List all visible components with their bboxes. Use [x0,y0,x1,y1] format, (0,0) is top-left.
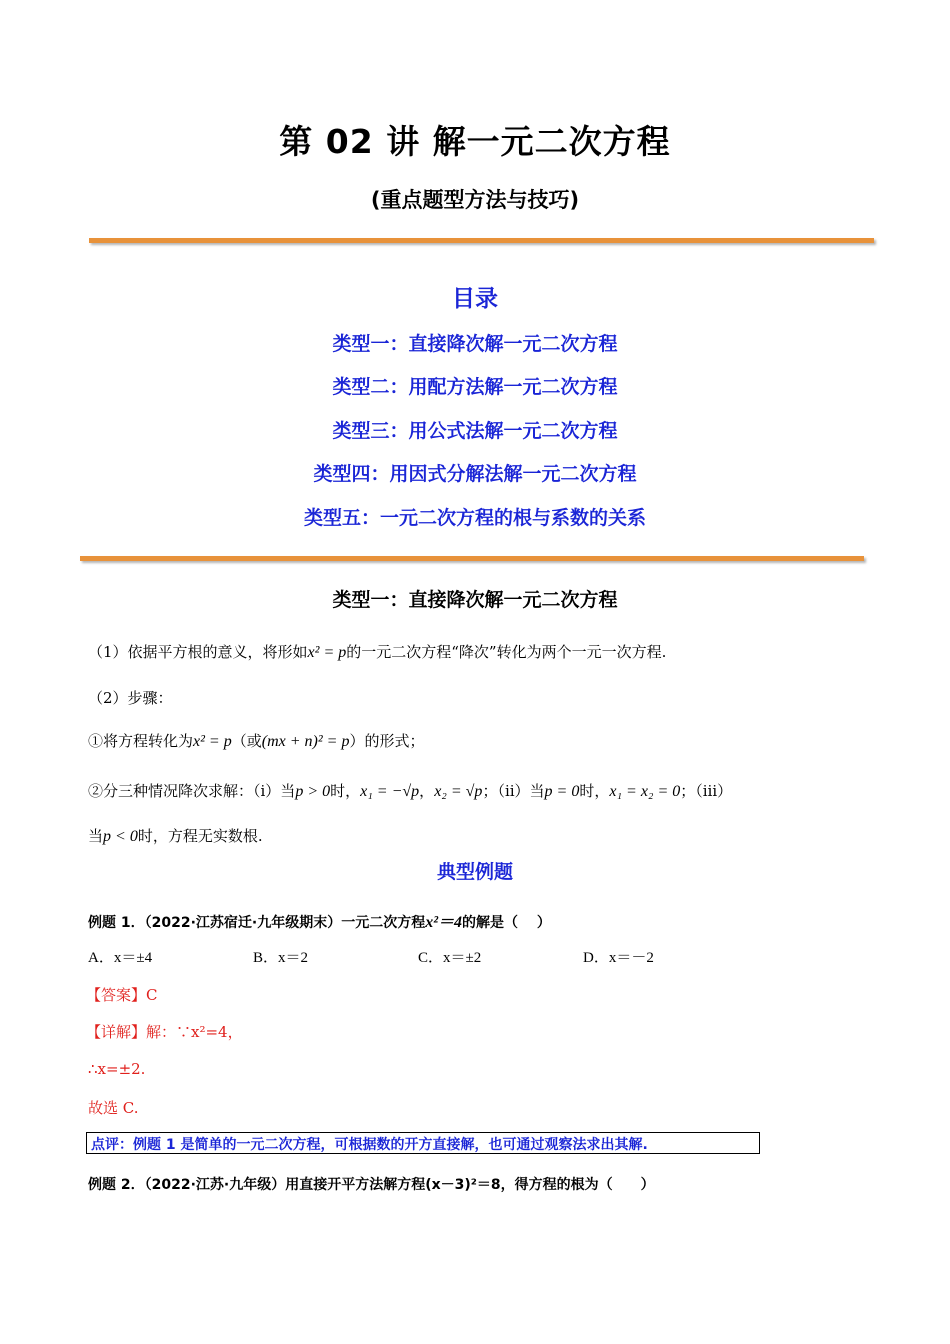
p1-text-a: （1）依据平方根的意义，将形如 [88,643,308,661]
toc-item-type-5[interactable]: 类型五：一元二次方程的根与系数的关系 [303,507,646,529]
paragraph-4: ②分三种情况降次求解：（ⅰ）当p > 0时，x₁ = −√p，x₂ = √p；（ⅱ）当p = 0时，x₁ = x₂ = 0；（ⅲ） [88,782,733,800]
section-heading-type-1: 类型一：直接降次解一元二次方程 [332,589,618,611]
paragraph-2: （2）步骤： [88,689,173,707]
ex1-question-a: 例题 1．（2022·江苏宿迁·九年级期末）一元二次方程 [88,915,426,931]
example-1-detail: 【详解】解：∵x²=4， [86,1023,243,1041]
example-1-question [88,909,888,932]
ex1-question-math: x²＝4 [425,914,463,931]
example-1-conclusion: 故选 C. [88,1099,139,1117]
p4-text-a: ②分三种情况降次求解：（ⅰ）当 [88,782,296,800]
p3-text-b: （或 [231,732,262,750]
option-d[interactable]: D．x＝－2 [583,950,654,966]
example-1-answer: 【答案】C [86,986,158,1004]
p4-text-c: ；（ⅱ）当 [482,782,545,800]
example-1-comment-box: 点评：例题 1 是简单的一元二次方程，可根据数的开方直接解，也可通过观察法求出其解. [86,1132,760,1154]
p4-root-1: x₁ = −√p [360,783,420,800]
toc-item-type-3[interactable]: 类型三：用公式法解一元二次方程 [332,420,618,442]
p4-text-d: 时， [579,782,610,800]
paragraph-1 [88,642,868,663]
option-b[interactable]: B．x＝2 [253,950,309,966]
toc-divider [80,556,864,561]
p4-text-e: ；（ⅲ） [680,782,733,800]
option-a[interactable]: A．x＝±4 [88,950,153,966]
page-subtitle: (重点题型方法与技巧) [370,188,580,212]
toc-item-type-2[interactable]: 类型二：用配方法解一元二次方程 [332,376,618,398]
option-c[interactable]: C．x＝±2 [418,950,482,966]
top-divider [89,238,874,243]
ex1-question-b: 的解是（ ） [462,915,551,931]
p4-text-b: 时， [330,782,361,800]
p1-math: x² = p [307,644,347,661]
p5-text-a: 当 [88,827,104,845]
p4-cond-1: p > 0 [295,783,331,800]
paragraph-3 [88,731,868,752]
p5-text-b: 时，方程无实数根. [137,827,263,845]
p4-root-2: x₂ = √p [434,783,483,800]
toc-title: 目录 [452,286,498,312]
p1-text-b: 的一元二次方程“降次”转化为两个一元一次方程. [346,643,667,661]
page-title: 第 02 讲 解一元二次方程 [279,122,671,161]
p5-cond: p < 0 [103,828,138,845]
p3-text-c: ）的形式； [349,732,425,750]
p3-text-a: ①将方程转化为 [88,732,194,750]
p4-root-3: x₁ = x₂ = 0 [609,783,681,800]
p3-math-2: (mx + n)² = p [261,733,350,750]
paragraph-5 [88,826,868,847]
example-2-question: 例题 2．（2022·江苏·九年级）用直接开平方法解方程(x－3)²＝8，得方程的根为（ ） [88,1177,655,1193]
toc-item-type-4[interactable]: 类型四：用因式分解法解一元二次方程 [313,463,637,485]
p3-math-1: x² = p [193,733,232,750]
examples-heading: 典型例题 [436,861,513,883]
example-1-step: ∴x=±2. [88,1060,146,1078]
toc-item-type-1[interactable]: 类型一：直接降次解一元二次方程 [332,333,618,355]
p4-cond-2: p = 0 [544,783,580,800]
